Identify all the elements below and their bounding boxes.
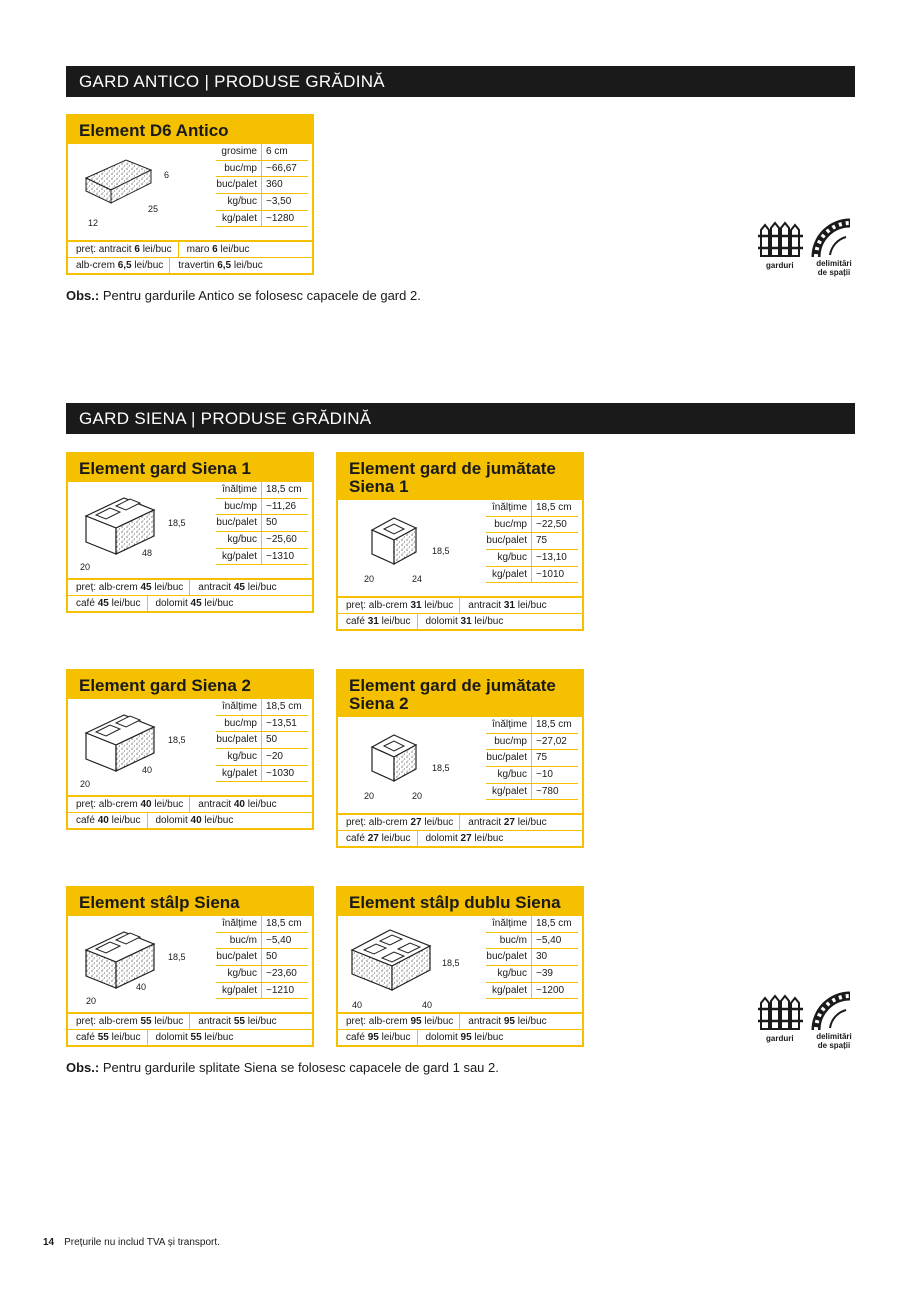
section-header-siena: GARD SIENA | PRODUSE GRĂDINĂ [66,403,855,434]
product-card-half-siena-2 [336,669,584,848]
spec-row: kg/buc ~10 [486,767,578,784]
product-image [346,721,476,807]
product-image [76,148,206,234]
price-row: café 45 lei/buc dolomit 45 lei/buc [68,596,312,611]
product-image [346,920,476,1010]
price-row: preț: alb-crem 45 lei/buc antracit 45 lei/buc [68,580,312,596]
price-row: café 40 lei/buc dolomit 40 lei/buc [68,813,312,828]
spec-table [216,482,308,565]
spec-row: kg/palet ~780 [486,784,578,801]
dim-height: 18,5 [432,546,450,556]
spec-table [486,916,578,999]
dim-length: 40 [142,765,153,775]
product-card-siena-1 [66,452,314,613]
price-row: café 27 lei/buc dolomit 27 lei/buc [338,831,582,846]
card-title: Element stâlp Siena [68,888,312,916]
spec-row: kg/buc ~3,50 [216,194,308,211]
price-row: preț: antracit 6 lei/buc maro 6 lei/buc [68,242,312,258]
price-row: café 95 lei/buc dolomit 95 lei/buc [338,1030,582,1045]
fence-label: garduri [766,261,794,270]
spec-table [216,699,308,782]
spec-row: kg/buc ~23,60 [216,966,308,983]
curved-border-icon [810,988,856,1032]
spec-row: buc/palet 50 [216,732,308,749]
product-image [346,504,476,590]
dim-height: 18,5 [168,518,186,528]
product-card-double-pillar-siena [336,886,584,1047]
card-title: Element D6 Antico [68,116,312,144]
spec-row: kg/palet ~1310 [216,549,308,566]
card-title: Element gard Siena 1 [68,454,312,482]
dim-length: 40 [422,1000,433,1010]
spec-row: înălțime 18,5 cm [486,500,578,517]
fence-label: garduri [766,1034,794,1043]
page-footer [43,1237,220,1248]
price-row: café 31 lei/buc dolomit 31 lei/buc [338,614,582,629]
fence-icon [758,993,804,1031]
spec-row: buc/mp ~11,26 [216,499,308,516]
price-row: café 55 lei/buc dolomit 55 lei/buc [68,1030,312,1045]
dim-width: 20 [364,574,375,584]
spec-row: buc/palet 75 [486,533,578,550]
price-table [68,795,312,828]
obs-siena: Obs.: Pentru gardurile splitate Siena se folosesc capacele de gard 1 sau 2. [66,1060,499,1075]
dim-height: 6 [164,170,170,180]
dim-width: 20 [364,791,375,801]
spec-row: buc/palet 50 [216,949,308,966]
spec-row: buc/palet 360 [216,177,308,194]
spec-row: buc/palet 30 [486,949,578,966]
dim-width: 20 [86,996,97,1006]
price-row: preț: alb-crem 95 lei/buc antracit 95 lei/buc [338,1014,582,1030]
spec-row: kg/buc ~20 [216,749,308,766]
spec-row: înălțime 18,5 cm [486,717,578,734]
obs-antico: Obs.: Pentru gardurile Antico se folosesc capacele de gard 2. [66,288,421,303]
price-table [68,240,312,273]
card-title: Element gard de jumătate Siena 2 [338,671,582,717]
dim-height: 18,5 [168,952,186,962]
section-header-antico: GARD ANTICO | PRODUSE GRĂDINĂ [66,66,855,97]
price-table [338,813,582,846]
card-title: Element stâlp dublu Siena [338,888,582,916]
dim-length: 40 [136,982,147,992]
spec-row: buc/mp ~13,51 [216,716,308,733]
spec-row: înălțime 18,5 cm [216,916,308,933]
spec-row: kg/palet ~1210 [216,983,308,1000]
spec-table [216,144,308,227]
dim-length: 25 [148,204,159,214]
dim-height: 18,5 [168,735,186,745]
product-card-siena-2 [66,669,314,830]
price-row: preț: alb-crem 31 lei/buc antracit 31 lei/buc [338,598,582,614]
spec-row: kg/palet ~1280 [216,211,308,228]
spec-row: înălțime 18,5 cm [216,482,308,499]
delim-label: delimitări de spații [816,1032,852,1050]
curved-border-icon [810,215,856,259]
spec-row: kg/palet ~1010 [486,567,578,584]
price-row: preț: alb-crem 40 lei/buc antracit 40 lei/buc [68,797,312,813]
footer-note: Prețurile nu includ TVA și transport. [64,1237,220,1248]
spec-row: kg/buc ~25,60 [216,532,308,549]
spec-row: buc/mp ~22,50 [486,517,578,534]
price-table [338,1012,582,1045]
spec-row: înălțime 18,5 cm [216,699,308,716]
dim-length: 20 [412,791,423,801]
price-table [68,1012,312,1045]
spec-row: buc/m ~5,40 [486,933,578,950]
usage-icons-antico [758,215,858,285]
price-table [68,578,312,611]
dim-height: 18,5 [432,763,450,773]
dim-length: 48 [142,548,153,558]
spec-row: buc/m ~5,40 [216,933,308,950]
usage-icons-siena [758,988,858,1058]
spec-row: buc/palet 75 [486,750,578,767]
product-image [76,486,206,572]
spec-row: înălțime 18,5 cm [486,916,578,933]
product-card-half-siena-1 [336,452,584,631]
spec-row: kg/palet ~1030 [216,766,308,783]
dim-width: 20 [80,779,91,789]
delim-label: delimitări de spații [816,259,852,277]
page-number: 14 [43,1237,55,1248]
spec-row: kg/buc ~13,10 [486,550,578,567]
fence-icon [758,220,804,258]
product-card-d6-antico [66,114,314,275]
price-row: preț: alb-crem 27 lei/buc antracit 27 lei/buc [338,815,582,831]
card-title: Element gard de jumătate Siena 1 [338,454,582,500]
dim-length: 24 [412,574,423,584]
spec-row: buc/mp ~27,02 [486,734,578,751]
spec-row: buc/palet 50 [216,515,308,532]
dim-width: 20 [80,562,91,572]
spec-row: grosime 6 cm [216,144,308,161]
spec-table [486,500,578,583]
price-row: preț: alb-crem 55 lei/buc antracit 55 lei/buc [68,1014,312,1030]
product-image [76,920,206,1006]
product-card-pillar-siena [66,886,314,1047]
price-row: alb-crem 6,5 lei/buc travertin 6,5 lei/buc [68,258,312,273]
spec-table [486,717,578,800]
dim-height: 18,5 [442,958,460,968]
dim-width: 40 [352,1000,363,1010]
spec-row: kg/buc ~39 [486,966,578,983]
spec-row: kg/palet ~1200 [486,983,578,1000]
card-title: Element gard Siena 2 [68,671,312,699]
price-table [338,596,582,629]
spec-row: buc/mp ~66,67 [216,161,308,178]
spec-table [216,916,308,999]
dim-width: 12 [88,218,99,228]
product-image [76,703,206,789]
